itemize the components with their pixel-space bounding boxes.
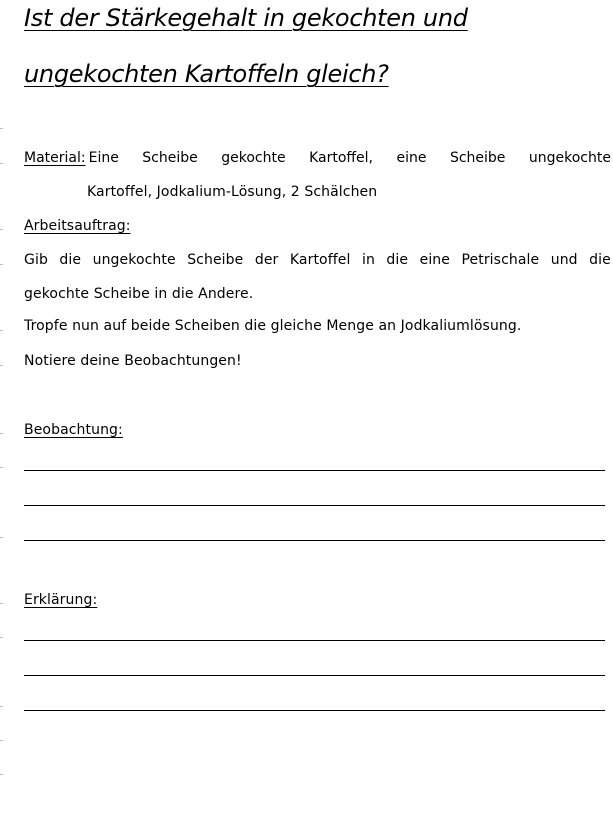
margin-mark [0, 163, 3, 164]
task-word: der [254, 252, 279, 268]
margin-mark [0, 740, 3, 741]
explanation-answer-line[interactable] [24, 710, 605, 711]
margin-mark [0, 433, 3, 434]
margin-mark [0, 537, 3, 538]
title-line-2: ungekochten Kartoffeln gleich? [24, 60, 389, 88]
material-text-line-2: Kartoffel, Jodkalium-Lösung, 2 Schälchen [87, 184, 378, 200]
margin-mark [0, 467, 3, 468]
material-word: Scheibe [142, 150, 198, 166]
explanation-label: Erklärung: [24, 592, 98, 608]
task-word: und [550, 252, 578, 268]
margin-mark [0, 603, 3, 604]
material-word: eine [396, 150, 427, 166]
material-word: gekochte [221, 150, 286, 166]
observation-answer-line[interactable] [24, 505, 605, 506]
observation-answer-line[interactable] [24, 470, 605, 471]
task-word: Scheibe [187, 252, 244, 268]
material-label: Material: [24, 150, 86, 166]
task-word: Kartoffel [289, 252, 351, 268]
task-word: die [59, 252, 82, 268]
explanation-answer-line[interactable] [24, 640, 605, 641]
task-text-line-1 [24, 252, 611, 268]
margin-mark [0, 637, 3, 638]
task-word: ungekochte [92, 252, 176, 268]
task-text-line-3: Tropfe nun auf beide Scheiben die gleiche Menge an Jodkaliumlösung. [24, 318, 522, 334]
margin-mark [0, 264, 3, 265]
material-word: Kartoffel, [309, 150, 373, 166]
material-word: ungekochte [528, 150, 611, 166]
margin-mark [0, 706, 3, 707]
task-word: die [589, 252, 611, 268]
task-text-line-2: gekochte Scheibe in die Andere. [24, 286, 254, 302]
margin-mark [0, 330, 3, 331]
task-word: die [386, 252, 409, 268]
margin-mark [0, 365, 3, 366]
explanation-answer-line[interactable] [24, 675, 605, 676]
task-label: Arbeitsauftrag: [24, 218, 131, 234]
margin-mark [0, 128, 3, 129]
material-word: Scheibe [449, 150, 506, 166]
task-word: eine [419, 252, 450, 268]
margin-mark [0, 774, 3, 775]
observation-label: Beobachtung: [24, 422, 123, 438]
task-word: Petrischale [461, 252, 540, 268]
task-word: Gib [24, 252, 48, 268]
observation-answer-line[interactable] [24, 540, 605, 541]
material-text-line-1 [89, 150, 611, 166]
material-row [24, 150, 611, 166]
task-word: in [361, 252, 375, 268]
margin-mark [0, 229, 3, 230]
title-line-1: Ist der Stärkegehalt in gekochten und [24, 4, 468, 32]
task-text-line-4: Notiere deine Beobachtungen! [24, 353, 242, 369]
material-word: Eine [88, 150, 119, 166]
